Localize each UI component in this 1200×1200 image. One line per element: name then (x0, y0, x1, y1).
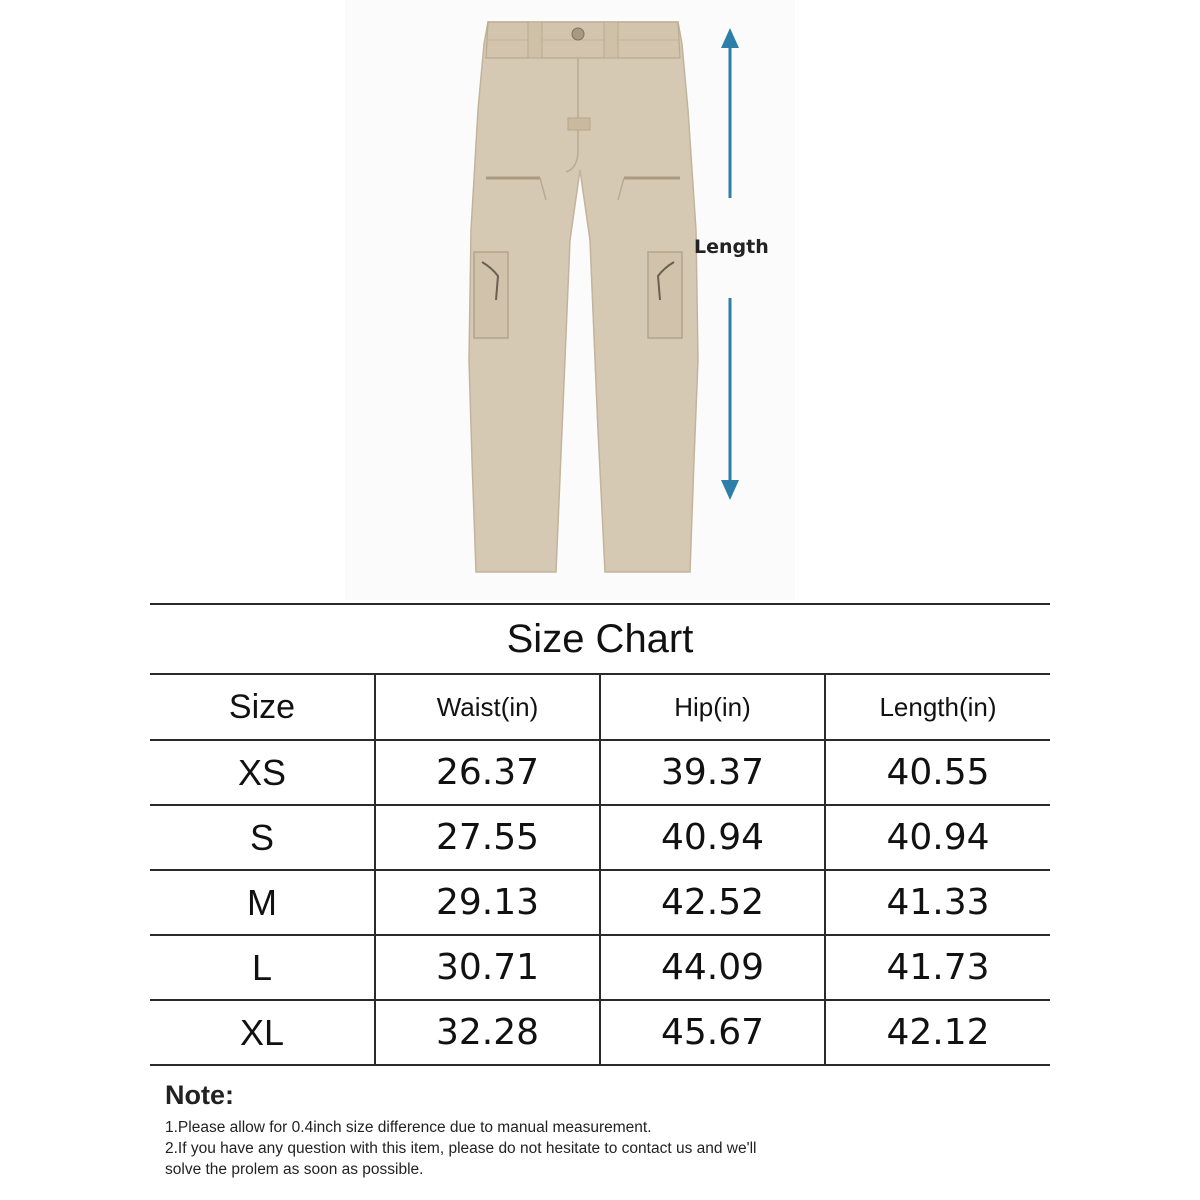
hip-cell: 45.67 (600, 1000, 825, 1065)
note-title: Note: (165, 1080, 234, 1110)
header-length: Length(in) (825, 675, 1050, 740)
table-row (150, 740, 1050, 805)
note-section (165, 1080, 885, 1180)
size-cell: M (150, 870, 375, 935)
size-cell: L (150, 935, 375, 1000)
size-table (150, 675, 1050, 1066)
hip-cell: 39.37 (600, 740, 825, 805)
waist-cell: 27.55 (375, 805, 600, 870)
size-cell: XS (150, 740, 375, 805)
length-cell: 41.73 (825, 935, 1050, 1000)
size-chart (150, 603, 1050, 1066)
note-line: 1.Please allow for 0.4inch size difference due to manual measurement. (165, 1119, 652, 1136)
size-cell: S (150, 805, 375, 870)
length-cell: 40.94 (825, 805, 1050, 870)
table-row (150, 935, 1050, 1000)
length-label: Length (694, 236, 769, 258)
size-chart-title: Size Chart (150, 603, 1050, 675)
note-line: solve the prolem as soon as possible. (165, 1161, 424, 1178)
table-row (150, 870, 1050, 935)
header-hip: Hip(in) (600, 675, 825, 740)
hip-cell: 40.94 (600, 805, 825, 870)
length-cell: 41.33 (825, 870, 1050, 935)
length-cell: 42.12 (825, 1000, 1050, 1065)
size-cell: XL (150, 1000, 375, 1065)
length-cell: 40.55 (825, 740, 1050, 805)
hip-cell: 44.09 (600, 935, 825, 1000)
waist-cell: 29.13 (375, 870, 600, 935)
waist-cell: 30.71 (375, 935, 600, 1000)
header-size: Size (150, 675, 375, 740)
table-row (150, 805, 1050, 870)
note-line: 2.If you have any question with this item, please do not hesitate to contact us and we'll (165, 1140, 757, 1157)
waist-cell: 26.37 (375, 740, 600, 805)
table-row (150, 1000, 1050, 1065)
table-header-row (150, 675, 1050, 740)
waist-cell: 32.28 (375, 1000, 600, 1065)
header-waist: Waist(in) (375, 675, 600, 740)
hip-cell: 42.52 (600, 870, 825, 935)
